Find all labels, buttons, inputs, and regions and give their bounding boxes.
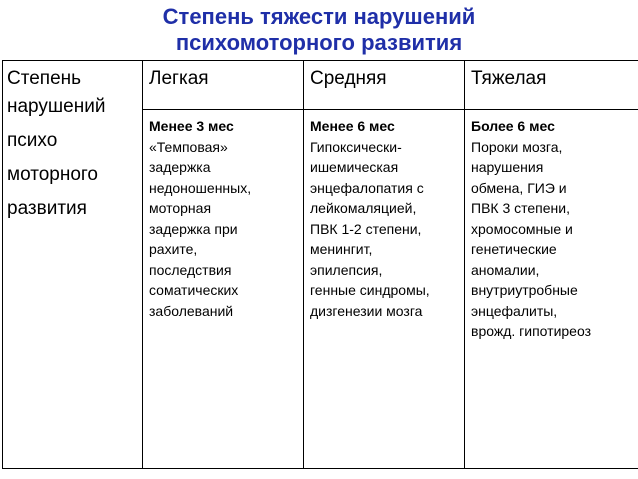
description-line: ишемическая — [310, 159, 399, 175]
column-header-severe — [465, 61, 638, 110]
cell-description — [310, 137, 464, 322]
description-line: обмена, ГИЭ и — [471, 179, 567, 196]
cell-severe — [465, 110, 638, 469]
description-line: хромосомные и — [471, 220, 573, 237]
row-header-line: моторного — [7, 164, 98, 185]
description-line: заболеваний — [149, 302, 234, 319]
description-line: соматических — [149, 282, 239, 298]
table-header-row — [3, 61, 638, 110]
row-header-line: нарушений — [7, 96, 106, 117]
column-header-label: Легкая — [149, 68, 209, 89]
description-line: врожд. гипотиреоз — [471, 323, 592, 339]
cell-description — [471, 137, 638, 342]
cell-mild — [143, 110, 304, 469]
description-line: лейкомаляцией, — [310, 200, 417, 216]
description-line: энцефалопатия с — [310, 179, 424, 196]
description-line: Пороки мозга, — [471, 138, 563, 155]
duration-label: Более 6 мес — [471, 118, 555, 134]
description-line: нарушения — [471, 159, 544, 175]
description-line: менингит, — [310, 241, 373, 257]
description-line: задержка — [149, 159, 211, 175]
description-line: ПВК 1-2 степени, — [310, 220, 422, 237]
description-line: внутриутробные — [471, 282, 578, 298]
column-header-label: Тяжелая — [471, 68, 547, 89]
description-line: рахите, — [149, 241, 198, 257]
description-line: недоношенных, — [149, 179, 252, 196]
description-line: «Темповая» — [149, 138, 228, 155]
description-line: генетические — [471, 241, 557, 257]
title-line-1: Степень тяжести нарушений — [162, 4, 476, 29]
cell-description — [149, 137, 303, 322]
description-line: задержка при — [149, 220, 238, 237]
description-line: Гипоксически- — [310, 138, 402, 155]
severity-table — [2, 60, 638, 469]
description-line: аномалии, — [471, 261, 540, 278]
column-header-moderate — [304, 61, 465, 110]
description-line: последствия — [149, 261, 232, 278]
description-line: эпилепсия, — [310, 261, 383, 278]
column-header-label: Средняя — [310, 68, 387, 89]
description-line: дизгенезии мозга — [310, 302, 423, 319]
row-header-cell — [3, 61, 143, 469]
cell-moderate — [304, 110, 465, 469]
description-line: ПВК 3 степени, — [471, 200, 570, 216]
duration-label: Менее 3 мес — [149, 118, 234, 134]
row-header-line: развития — [7, 198, 87, 219]
page-title — [0, 4, 638, 56]
description-line: энцефалиты, — [471, 302, 558, 319]
row-header-label — [3, 61, 142, 226]
title-line-2: психомоторного развития — [175, 30, 463, 55]
row-header-line: психо — [7, 130, 58, 151]
duration-label: Менее 6 мес — [310, 118, 395, 134]
column-header-mild — [143, 61, 304, 110]
description-line: генные синдромы, — [310, 282, 430, 298]
description-line: моторная — [149, 200, 212, 216]
row-header-line: Степень — [7, 68, 82, 89]
